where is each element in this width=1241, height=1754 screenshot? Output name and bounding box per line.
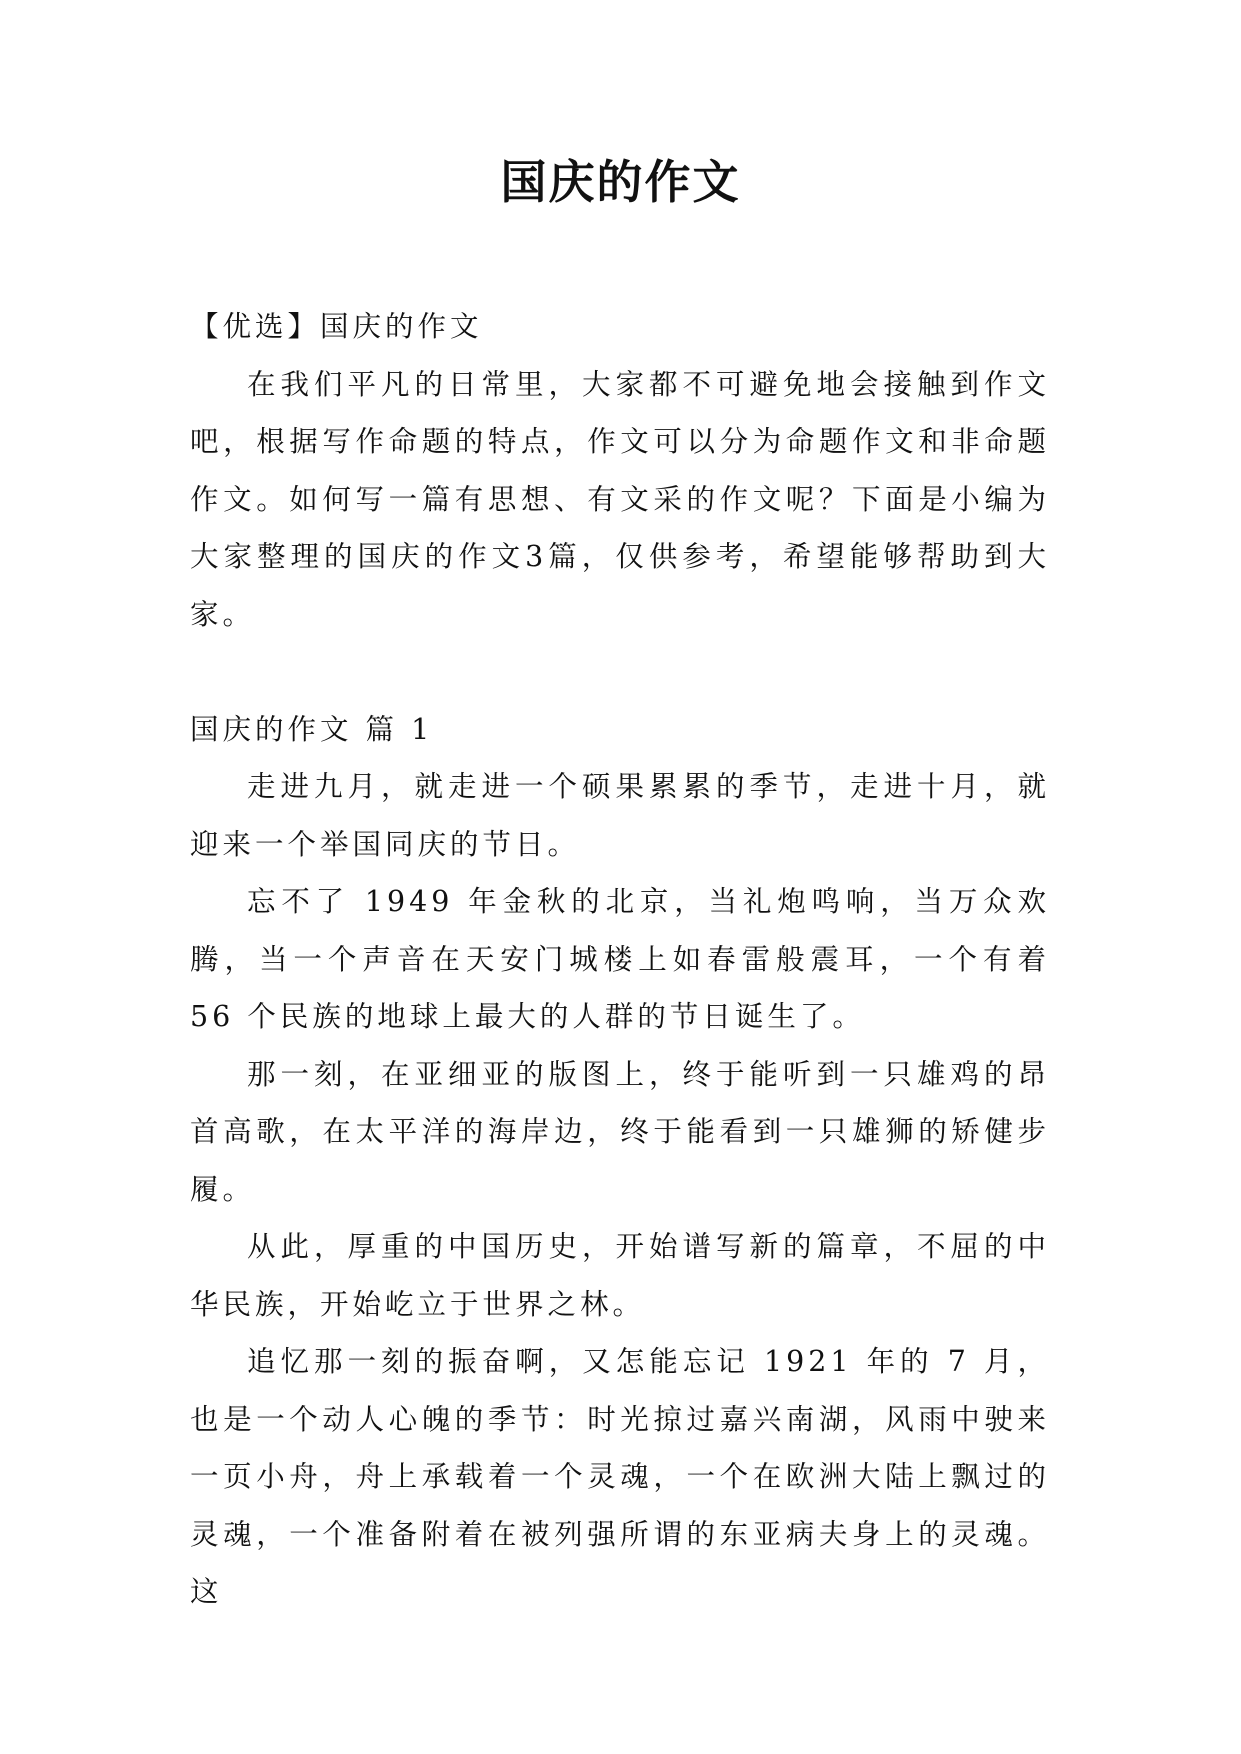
document-subtitle: 【优选】国庆的作文 <box>190 310 483 343</box>
document-title: 国庆的作文 <box>500 155 741 209</box>
document-body <box>190 298 1050 1621</box>
body-paragraph: 走进九月，就走进一个硕果累累的季节，走进十月，就迎来一个举国同庆的节日。 <box>190 770 1050 861</box>
body-paragraph: 忘不了 1949 年金秋的北京，当礼炮鸣响，当万众欢腾，当一个声音在天安门城楼上如春雷般震耳，一个有着 56 个民族的地球上最大的人群的节日诞生了。 <box>190 885 1050 1033</box>
intro-paragraph: 在我们平凡的日常里，大家都不可避免地会接触到作文吧，根据写作命题的特点，作文可以分为命题作文和非命题作文。如何写一篇有思想、有文采的作文呢？下面是小编为大家整理的国庆的作文3篇，仅供参考，希望能够帮助到大家。 <box>190 367 1050 631</box>
body-paragraph: 从此，厚重的中国历史，开始谱写新的篇章，不屈的中华民族，开始屹立于世界之林。 <box>190 1230 1050 1321</box>
section-spacer <box>190 643 1050 701</box>
section-heading: 国庆的作文 篇 1 <box>190 712 434 746</box>
body-paragraph: 那一刻，在亚细亚的版图上，终于能听到一只雄鸡的昂首高歌，在太平洋的海岸边，终于能看到一只雄狮的矫健步履。 <box>190 1057 1050 1206</box>
body-paragraph: 追忆那一刻的振奋啊，又怎能忘记 1921 年的 7 月，也是一个动人心魄的季节：时光掠过嘉兴南湖，风雨中驶来一页小舟，舟上承载着一个灵魂，一个在欧洲大陆上飘过的灵魂，一个准备附着在被列强所谓的东亚病夫身上的灵魂。这 <box>190 1345 1050 1608</box>
